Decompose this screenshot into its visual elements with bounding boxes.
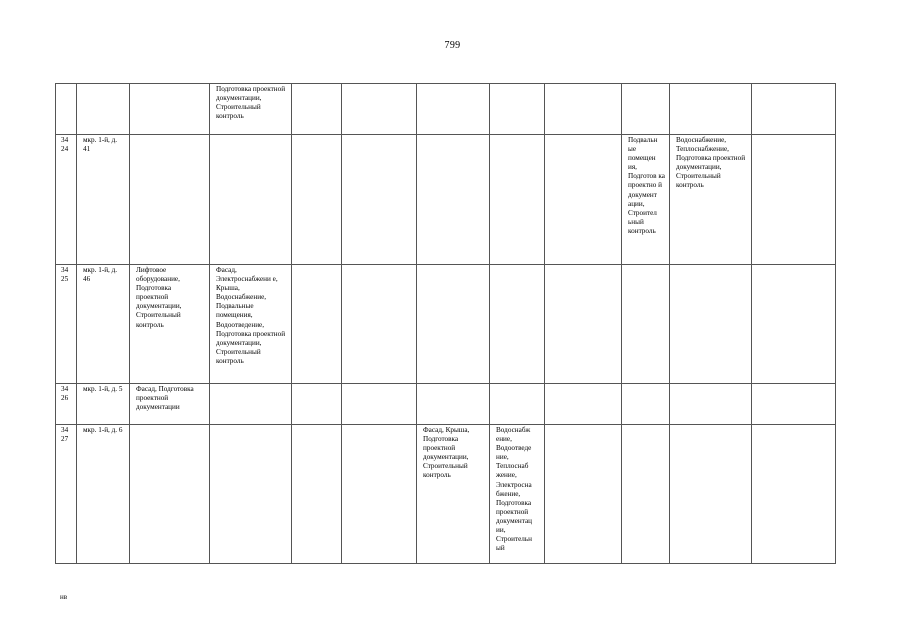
work-cell xyxy=(752,84,836,135)
work-cell xyxy=(545,265,622,384)
work-cell xyxy=(752,265,836,384)
work-cell: Водоснабжение, Теплоснабжение, Подготовка проектной документации, Строительный контроль xyxy=(670,135,752,265)
work-cell xyxy=(417,265,490,384)
work-cell xyxy=(417,84,490,135)
row-number-cell: 34 25 xyxy=(56,265,77,384)
work-cell xyxy=(622,384,670,425)
work-cell xyxy=(292,425,342,564)
work-cell: Фасад, Электроснабжени е, Крыша, Водоснабжение, Подвальные помещения, Водоотведение, Подготовка проектной документации, Строительный контроль xyxy=(210,265,292,384)
work-cell xyxy=(752,384,836,425)
work-cell xyxy=(342,84,417,135)
work-cell xyxy=(490,265,545,384)
footer-mark: нв xyxy=(60,593,68,601)
work-cell xyxy=(670,265,752,384)
work-cell xyxy=(752,425,836,564)
work-cell: Подвальн ые помещен ия, Подготов ка проектно й документ ации, Строител ьный контроль xyxy=(622,135,670,265)
row-number-cell: 34 26 xyxy=(56,384,77,425)
work-cell xyxy=(417,135,490,265)
page-number: 799 xyxy=(444,40,461,51)
table-row xyxy=(56,265,836,384)
work-cell xyxy=(210,425,292,564)
work-cell xyxy=(292,135,342,265)
work-cell xyxy=(490,135,545,265)
work-cell xyxy=(130,425,210,564)
work-cell xyxy=(130,135,210,265)
work-cell xyxy=(490,84,545,135)
work-cell xyxy=(342,425,417,564)
work-cell xyxy=(622,84,670,135)
work-cell xyxy=(342,135,417,265)
row-number-cell xyxy=(56,84,77,135)
table-row xyxy=(56,425,836,564)
work-cell xyxy=(545,84,622,135)
work-cell: Водоснабж ение, Водоотведе ние, Теплоснаб жение, Электросна бжение, Подготовка проектной документац ии, Строительн ый xyxy=(490,425,545,564)
work-cell xyxy=(210,384,292,425)
address-cell: мкр. 1-й, д. 41 xyxy=(77,135,130,265)
data-table xyxy=(55,83,836,564)
address-cell xyxy=(77,84,130,135)
address-cell: мкр. 1-й, д. 46 xyxy=(77,265,130,384)
address-cell: мкр. 1-й, д. 6 xyxy=(77,425,130,564)
row-number-cell: 34 27 xyxy=(56,425,77,564)
work-cell xyxy=(342,265,417,384)
work-cell: Фасад, Подготовка проектной документации xyxy=(130,384,210,425)
work-cell xyxy=(622,265,670,384)
work-cell: Фасад, Крыша, Подготовка проектной документации, Строительный контроль xyxy=(417,425,490,564)
row-number-cell: 34 24 xyxy=(56,135,77,265)
work-cell xyxy=(292,265,342,384)
address-cell: мкр. 1-й, д. 5 xyxy=(77,384,130,425)
work-cell xyxy=(752,135,836,265)
work-cell xyxy=(210,135,292,265)
work-cell xyxy=(622,425,670,564)
work-cell xyxy=(545,384,622,425)
work-cell: Подготовка проектной документации, Строительный контроль xyxy=(210,84,292,135)
table-row xyxy=(56,135,836,265)
work-cell xyxy=(545,425,622,564)
work-cell: Лифтовое оборудование, Подготовка проектной документации, Строительный контроль xyxy=(130,265,210,384)
work-cell xyxy=(670,384,752,425)
work-cell xyxy=(130,84,210,135)
work-cell xyxy=(292,384,342,425)
table-row xyxy=(56,384,836,425)
table-row xyxy=(56,84,836,135)
work-cell xyxy=(670,425,752,564)
work-cell xyxy=(292,84,342,135)
work-cell xyxy=(545,135,622,265)
work-cell xyxy=(490,384,545,425)
work-cell xyxy=(417,384,490,425)
work-cell xyxy=(342,384,417,425)
work-cell xyxy=(670,84,752,135)
